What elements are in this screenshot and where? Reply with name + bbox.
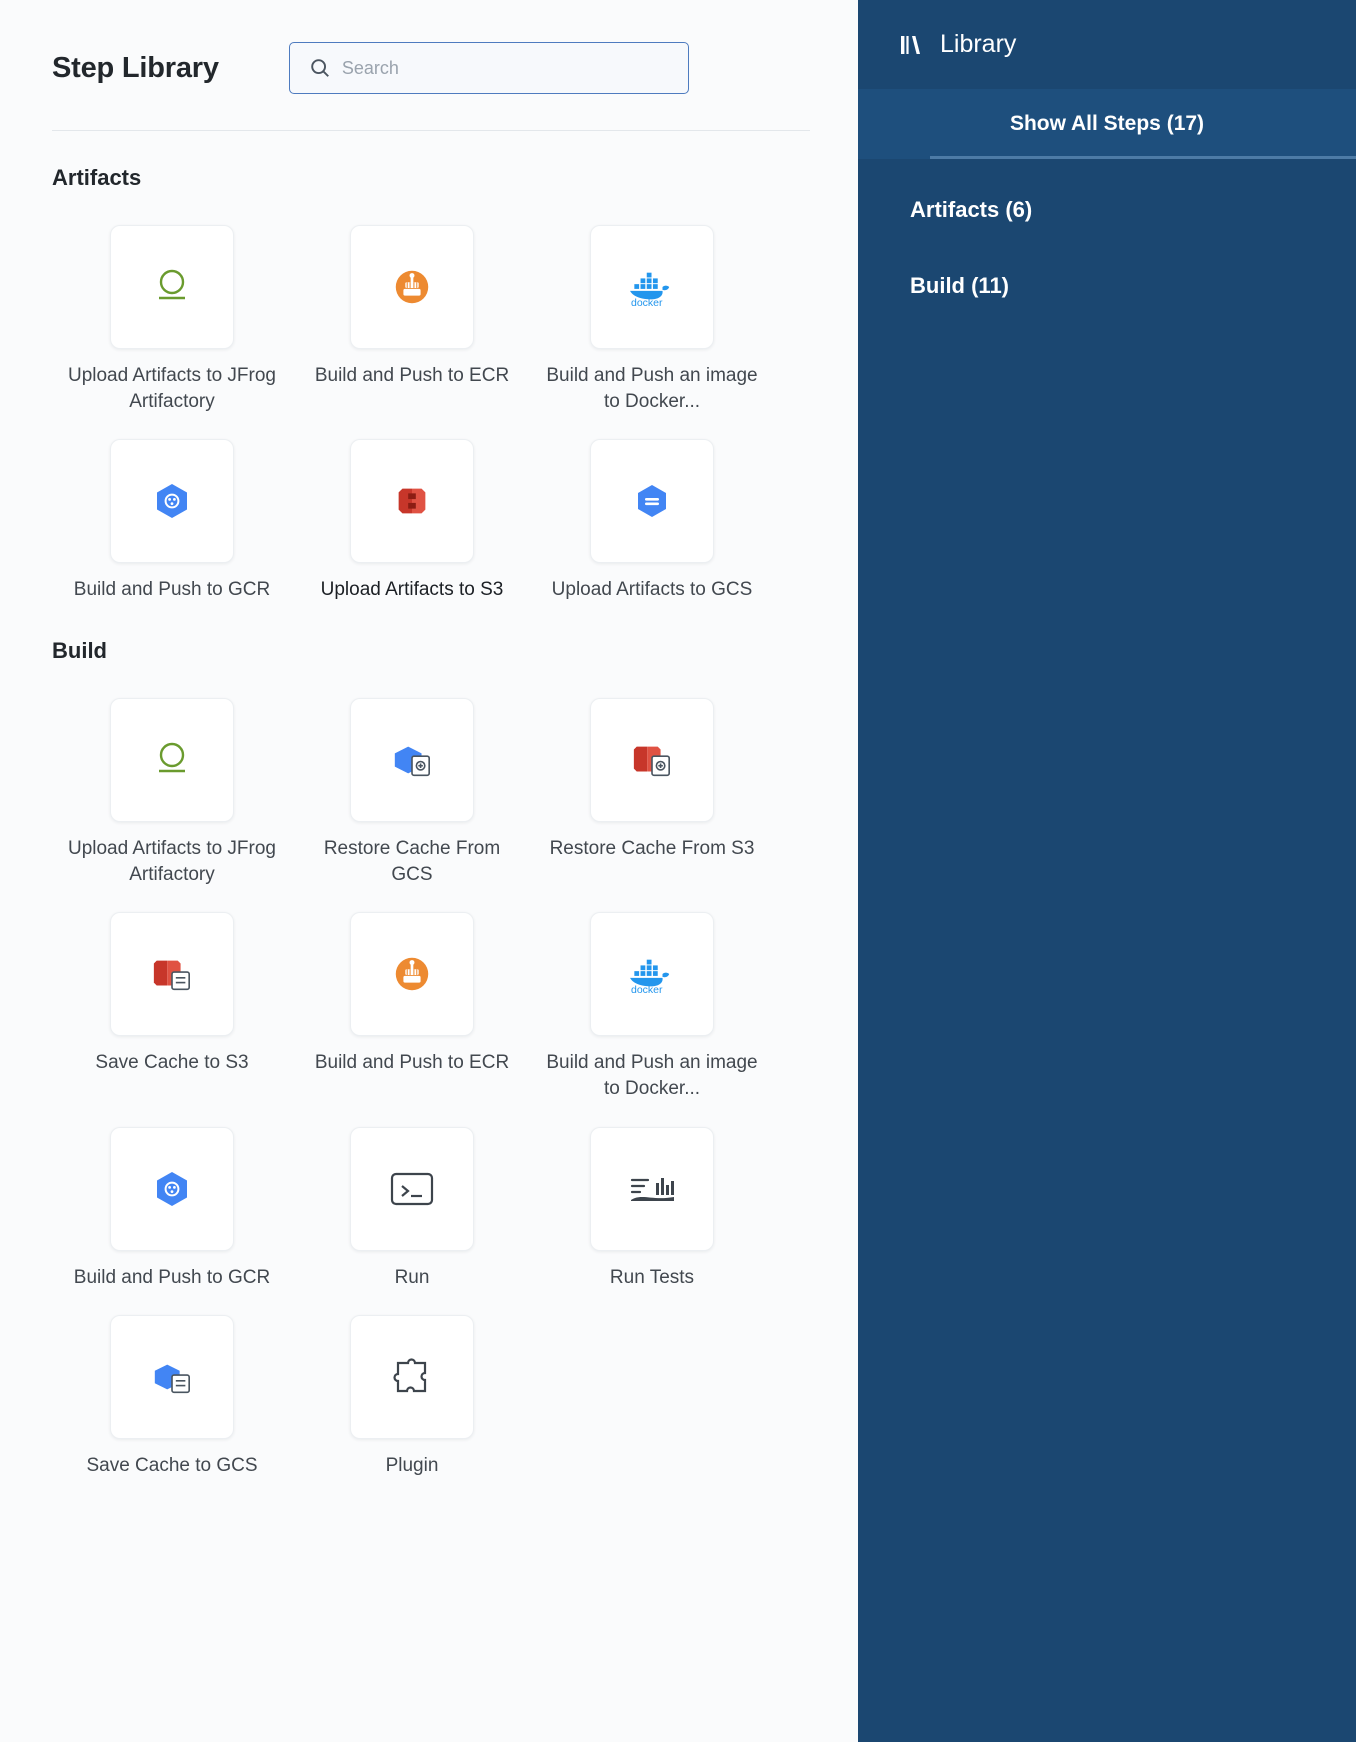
step-tile[interactable] (350, 912, 474, 1036)
save-cache-s3-icon (149, 953, 195, 995)
step-tile[interactable] (350, 1315, 474, 1439)
jfrog-icon (150, 265, 194, 309)
step-tile[interactable] (590, 912, 714, 1036)
step-tile[interactable] (590, 439, 714, 563)
restore-cache-gcs-icon (389, 739, 435, 781)
tab-underline (930, 156, 1356, 159)
step-tile[interactable] (350, 225, 474, 349)
header-divider (52, 130, 810, 131)
library-sidebar (858, 0, 1356, 1742)
run-tests-icon (626, 1169, 678, 1209)
step-label: Run Tests (609, 1266, 695, 1288)
step-card[interactable] (292, 888, 532, 1102)
aws-ecr-icon (391, 266, 433, 308)
step-grid (52, 201, 810, 604)
docker-icon (623, 953, 681, 995)
docker-icon (623, 266, 681, 308)
section-build (0, 638, 858, 1479)
step-label: Upload Artifacts to JFrog Artifactory (67, 365, 277, 413)
sidebar-item-build[interactable]: Build (11) (910, 273, 1010, 298)
gcr-icon (150, 479, 194, 523)
step-card[interactable] (532, 888, 772, 1102)
step-card[interactable] (52, 201, 292, 415)
step-card[interactable] (52, 888, 292, 1102)
svg-text:docker: docker (631, 297, 663, 308)
step-label: Plugin (385, 1454, 439, 1476)
step-label: Run (394, 1266, 430, 1288)
step-tile[interactable] (110, 1315, 234, 1439)
step-label: Build and Push to ECR (314, 1052, 510, 1074)
save-cache-gcs-icon (149, 1356, 195, 1398)
step-tile[interactable] (110, 225, 234, 349)
step-label: Restore Cache From S3 (549, 837, 755, 859)
library-icon (898, 32, 924, 58)
section-artifacts (0, 165, 858, 604)
section-title: Build (52, 637, 107, 663)
step-label: Save Cache to GCS (86, 1454, 258, 1476)
step-tile[interactable] (590, 1127, 714, 1251)
library-title: Library (940, 30, 1017, 58)
step-label: Build and Push an image to Docker... (546, 365, 758, 413)
step-tile[interactable] (110, 1127, 234, 1251)
step-tile[interactable] (350, 439, 474, 563)
step-tile[interactable] (590, 225, 714, 349)
aws-ecr-icon (391, 953, 433, 995)
terminal-icon (388, 1169, 436, 1209)
step-tile[interactable] (590, 698, 714, 822)
tab-label: Show All Steps (17) (1009, 112, 1205, 135)
step-card[interactable] (292, 1103, 532, 1291)
section-title: Artifacts (52, 165, 142, 190)
step-grid (52, 674, 810, 1479)
step-card[interactable] (292, 201, 532, 415)
step-label: Upload Artifacts to GCS (551, 579, 753, 601)
step-card[interactable] (52, 415, 292, 603)
aws-s3-icon (391, 480, 433, 522)
step-card[interactable] (292, 674, 532, 888)
search-field-wrapper (289, 42, 689, 94)
step-card[interactable] (532, 415, 772, 603)
library-header (858, 0, 1356, 59)
tab-show-all-steps[interactable] (858, 89, 1356, 159)
search-input[interactable] (289, 42, 689, 94)
sidebar-item-artifacts[interactable]: Artifacts (6) (910, 197, 1033, 222)
step-label: Upload Artifacts to JFrog Artifactory (67, 837, 277, 885)
step-tile[interactable] (350, 698, 474, 822)
step-tile[interactable] (110, 439, 234, 563)
step-card[interactable] (52, 674, 292, 888)
library-category-list (858, 159, 1356, 299)
step-label: Save Cache to S3 (95, 1052, 249, 1074)
step-label: Build and Push to GCR (73, 579, 271, 601)
step-label: Build and Push an image to Docker... (546, 1052, 758, 1100)
jfrog-icon (150, 738, 194, 782)
step-card[interactable] (52, 1103, 292, 1291)
step-card[interactable] (292, 1291, 532, 1479)
step-card[interactable] (532, 201, 772, 415)
step-label: Restore Cache From GCS (323, 837, 501, 885)
step-card[interactable] (52, 1291, 292, 1479)
gcs-icon (630, 479, 674, 523)
step-label: Build and Push to GCR (73, 1266, 271, 1288)
panel-header (0, 0, 858, 94)
step-label: Build and Push to ECR (314, 365, 510, 386)
restore-cache-s3-icon (629, 739, 675, 781)
step-card[interactable] (532, 1103, 772, 1291)
step-card[interactable] (532, 674, 772, 888)
step-tile[interactable] (110, 698, 234, 822)
step-tile[interactable] (110, 912, 234, 1036)
step-label: Upload Artifacts to S3 (320, 579, 504, 601)
gcr-icon (150, 1167, 194, 1211)
page-title: Step Library (52, 51, 219, 84)
step-tile[interactable] (350, 1127, 474, 1251)
svg-text:docker: docker (631, 984, 663, 996)
puzzle-icon (390, 1355, 434, 1399)
step-card[interactable] (292, 415, 532, 603)
